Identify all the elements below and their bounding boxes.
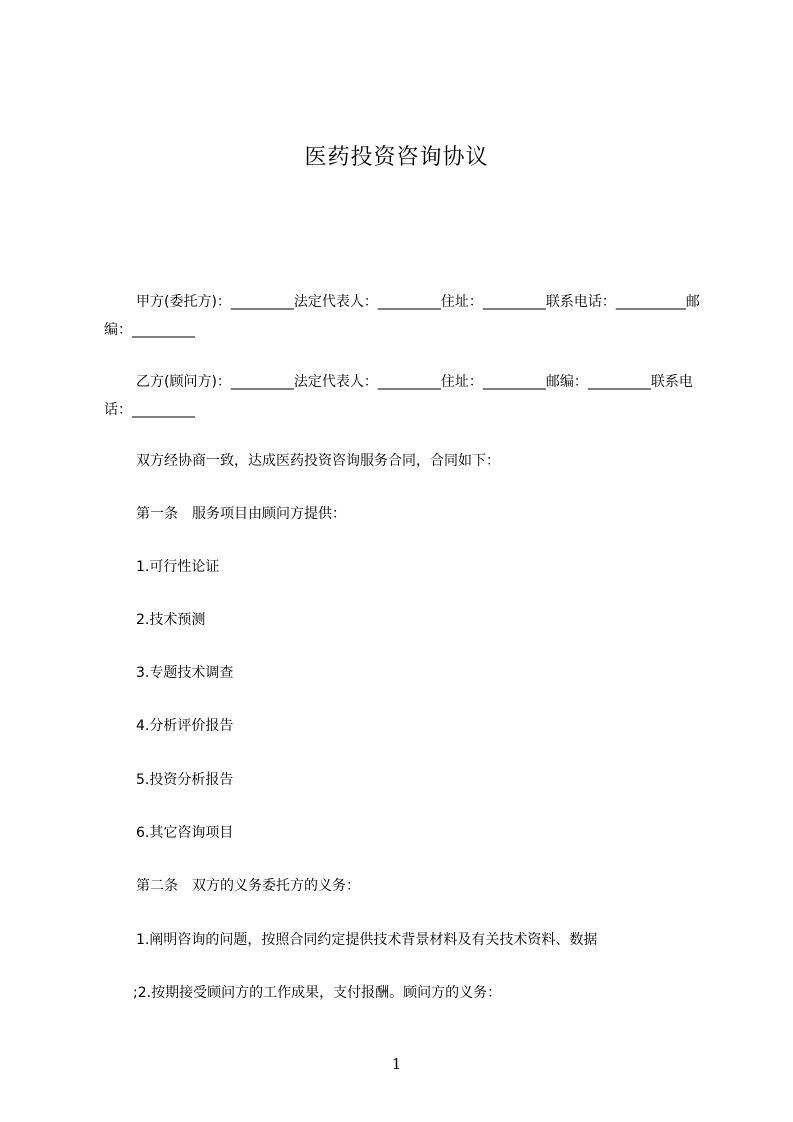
list-item: 6.其它咨询项目 [136,825,234,841]
list-item: 2.技术预测 [136,612,206,628]
party-b-info: 乙方(顾问方)：_________法定代表人：_________住址：_________邮编：_________联系电话：_________ [104,374,693,418]
article-2-line-1: 1.阐明咨询的问题，按照合同约定提供技术背景材料及有关技术资料、数据 [136,932,598,948]
list-item: 5.投资分析报告 [136,772,234,788]
document-title: 医药投资咨询协议 [304,145,489,170]
list-item: 3.专题技术调查 [136,665,234,681]
page-number: 1 [391,1055,402,1073]
list-item: 1.可行性论证 [136,559,220,575]
article-2-line-2: ;2.按期接受顾问方的工作成果，支付报酬。顾问方的义务： [133,985,502,1001]
article-2-heading: 第二条 双方的义务委托方的义务： [136,878,360,894]
list-item: 4.分析评价报告 [136,718,234,734]
article-1-heading: 第一条 服务项目由顾问方提供： [136,506,346,522]
party-a-info: 甲方(委托方)：_________法定代表人：_________住址：_________联系电话：__________邮编：_________ [104,294,700,338]
intro-text: 双方经协商一致，达成医药投资咨询服务合同，合同如下： [136,453,500,469]
